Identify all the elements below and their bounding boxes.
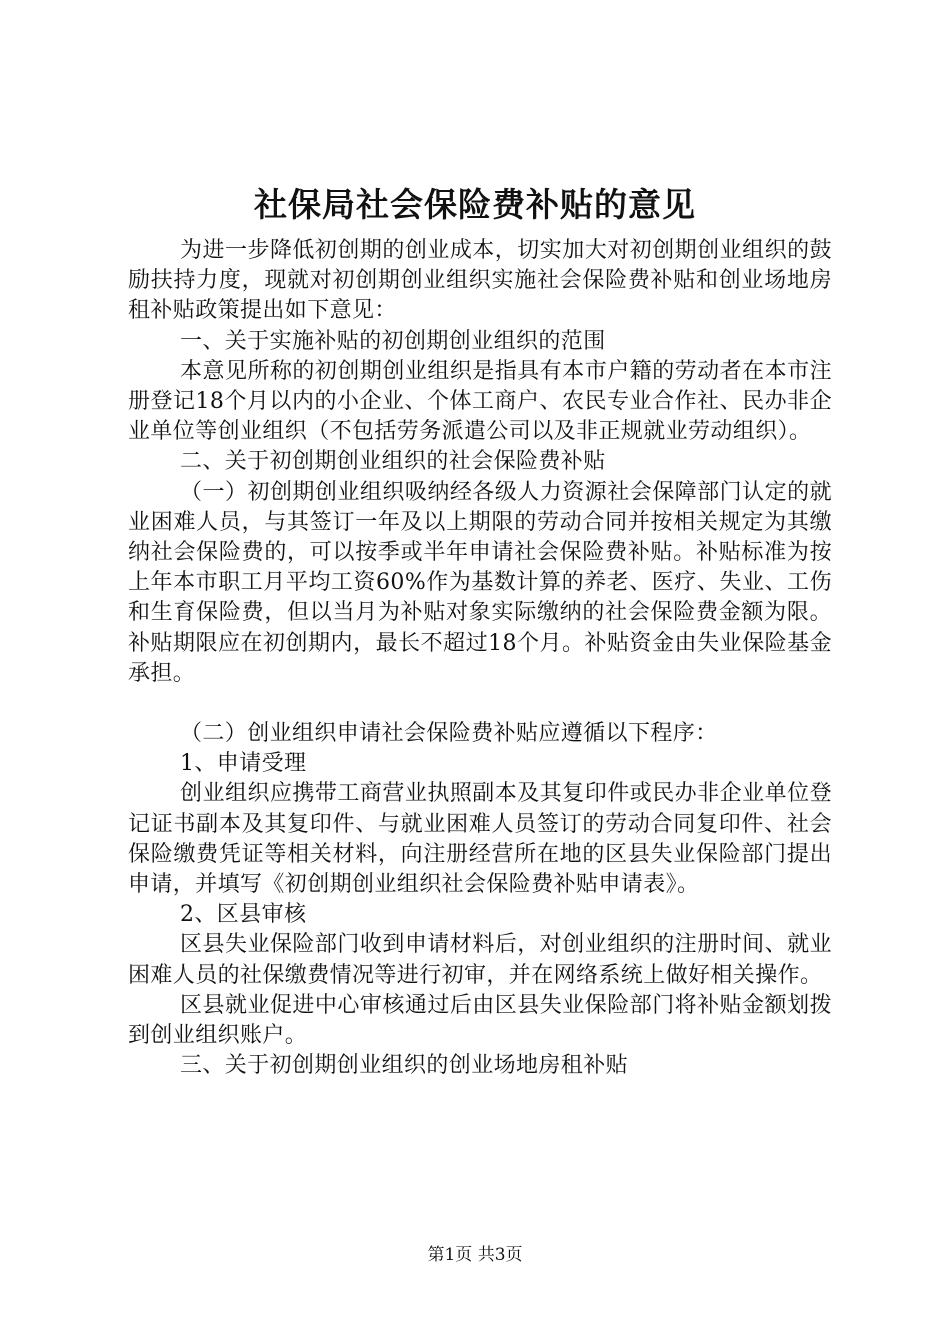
- paragraph-gap: [128, 689, 832, 719]
- page-footer: 第1页 共3页: [427, 1245, 523, 1265]
- paragraph-scope: 本意见所称的初创期创业组织是指具有本市户籍的劳动者在本市注册登记18个月以内的小企业、个体工商户、农民专业合作社、民办非企业单位等创业组织（不包括劳务派遣公司以及非正规就业劳动组织）。: [128, 358, 832, 445]
- paragraph-application: 创业组织应携带工商营业执照副本及其复印件或民办非企业单位登记证书副本及其复印件、与就业困难人员签订的劳动合同复印件、社会保险缴费凭证等相关材料，向注册经营所在地的区县失业保险部门提出申请，并填写《初创期创业组织社会保险费补贴申请表》。: [128, 781, 832, 898]
- paragraph-transfer: 区县就业促进中心审核通过后由区县失业保险部门将补贴金额划拨到创业组织账户。: [128, 992, 832, 1049]
- paragraph-review: 区县失业保险部门收到申请材料后，对创业组织的注册时间、就业困难人员的社保缴费情况等进行初审，并在网络系统上做好相关操作。: [128, 932, 832, 988]
- step-heading-1: 1、申请受理: [180, 751, 307, 777]
- section-heading-1: 一、关于实施补贴的初创期创业组织的范围: [180, 328, 606, 354]
- document-body: [128, 236, 832, 1081]
- section-heading-3: 三、关于初创期创业组织的创业场地房租补贴: [180, 1053, 629, 1079]
- paragraph-subsidy-standard: （一）初创期创业组织吸纳经各级人力资源社会保障部门认定的就业困难人员，与其签订一年及以上期限的劳动合同并按相关规定为其缴纳社会保险费的，可以按季或半年申请社会保险费补贴。补贴标准为按上年本市职工月平均工资60%作为基数计算的养老、医疗、失业、工伤和生育保险费，但以当月为补贴对象实际缴纳的社会保险费金额为限。补贴期限应在初创期内，最长不超过18个月。补贴资金由失业保险基金承担。: [128, 479, 832, 686]
- step-heading-2: 2、区县审核: [180, 902, 307, 928]
- intro-paragraph: 为进一步降低初创期的创业成本，切实加大对初创期创业组织的鼓励扶持力度，现就对初创期创业组织实施社会保险费补贴和创业场地房租补贴政策提出如下意见：: [128, 238, 832, 324]
- section-heading-2: 二、关于初创期创业组织的社会保险费补贴: [180, 449, 606, 475]
- document-title: 社保局社会保险费补贴的意见: [254, 185, 696, 224]
- paragraph-procedure-heading: （二）创业组织申请社会保险费补贴应遵循以下程序：: [180, 721, 718, 747]
